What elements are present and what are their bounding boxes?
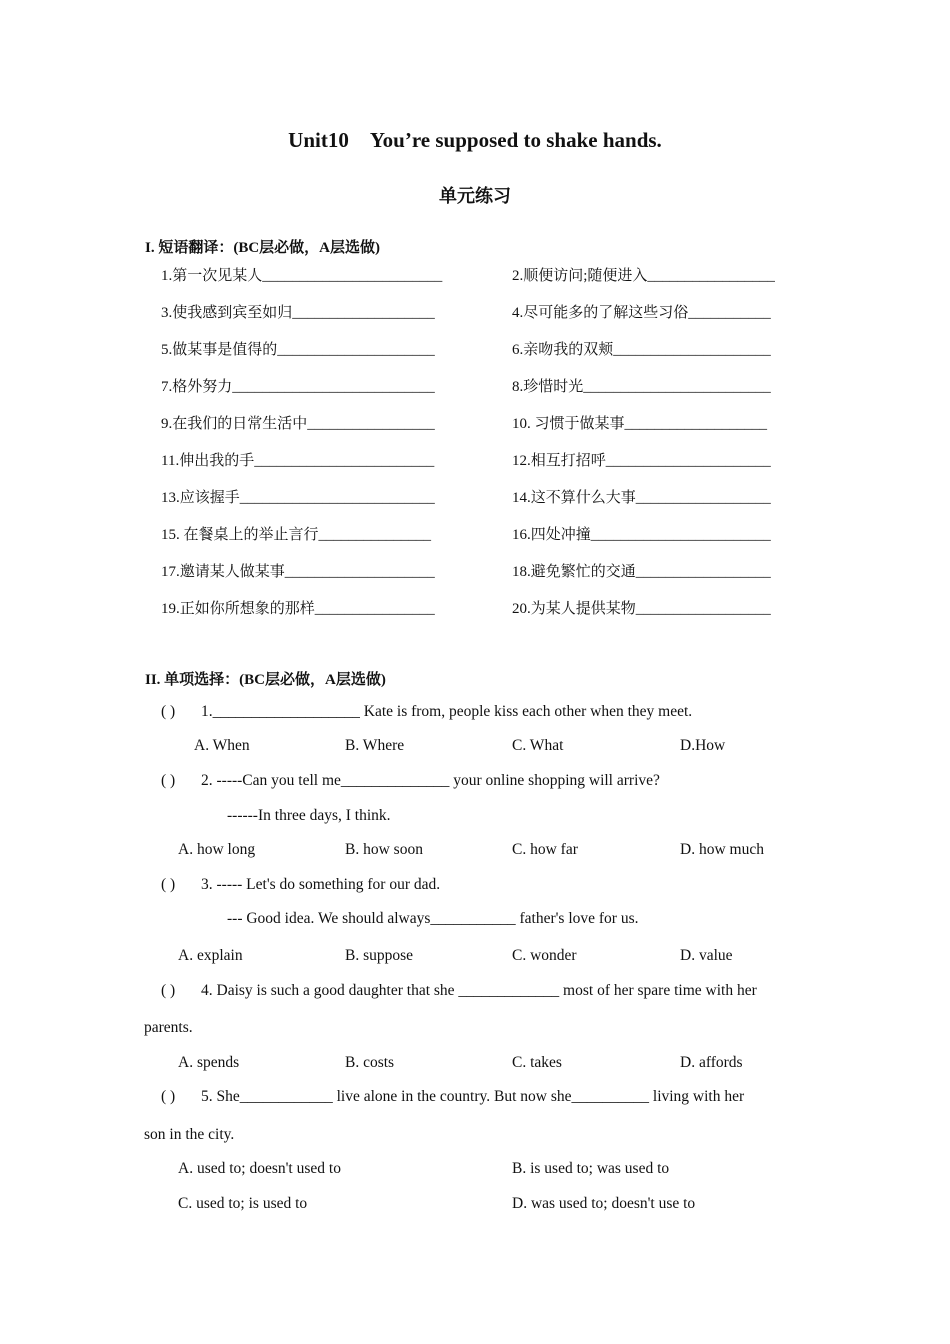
question-stem: 2. -----Can you tell me______________ your online shopping will arrive? bbox=[201, 772, 660, 789]
question-stem-line2: --- Good idea. We should always___________ father's love for us. bbox=[227, 910, 639, 927]
option: B. how soon bbox=[345, 841, 423, 858]
phrase-item: 16.四处冲撞________________________ bbox=[512, 527, 771, 543]
option: D. value bbox=[680, 947, 733, 964]
option: C. how far bbox=[512, 841, 578, 858]
answer-paren: ( ) bbox=[161, 876, 176, 893]
option: C. What bbox=[512, 737, 564, 754]
option: D. affords bbox=[680, 1054, 743, 1071]
phrase-item: 17.邀请某人做某事____________________ bbox=[161, 564, 435, 580]
section1-heading: I. 短语翻译：(BC层必做，A层选做) bbox=[145, 240, 380, 256]
question-stem: 3. ----- Let's do something for our dad. bbox=[201, 876, 441, 893]
phrase-item: 1.第一次见某人________________________ bbox=[161, 268, 443, 284]
phrase-item: 4.尽可能多的了解这些习俗___________ bbox=[512, 305, 771, 321]
phrase-item: 20.为某人提供某物__________________ bbox=[512, 601, 771, 617]
option: C. takes bbox=[512, 1054, 562, 1071]
question-stem: 1.___________________ Kate is from, people kiss each other when they meet. bbox=[201, 703, 693, 720]
option: B. costs bbox=[345, 1054, 395, 1071]
option: A. When bbox=[194, 737, 250, 754]
phrase-item: 7.格外努力___________________________ bbox=[161, 379, 435, 395]
phrase-item: 2.顺便访问;随便进入_________________ bbox=[512, 268, 775, 284]
answer-paren: ( ) bbox=[161, 1088, 176, 1105]
option: C. wonder bbox=[512, 947, 577, 964]
question-stem: 5. She____________ live alone in the country. But now she__________ living with her bbox=[201, 1088, 745, 1105]
option: C. used to; is used to bbox=[178, 1195, 308, 1212]
page-subtitle: 单元练习 bbox=[439, 186, 511, 207]
phrase-item: 18.避免繁忙的交通__________________ bbox=[512, 564, 771, 580]
phrase-item: 15. 在餐桌上的举止言行_______________ bbox=[161, 527, 432, 543]
phrase-item: 10. 习惯于做某事___________________ bbox=[512, 416, 768, 432]
phrase-item: 12.相互打招呼______________________ bbox=[512, 453, 771, 469]
option: D.How bbox=[680, 737, 726, 754]
option: B. suppose bbox=[345, 947, 414, 964]
page-title: Unit10 You’re supposed to shake hands. bbox=[288, 128, 662, 152]
phrase-item: 13.应该握手__________________________ bbox=[161, 490, 435, 506]
option: D. was used to; doesn't use to bbox=[512, 1195, 696, 1212]
question-stem-line2: son in the city. bbox=[144, 1126, 235, 1143]
answer-paren: ( ) bbox=[161, 982, 176, 999]
option: D. how much bbox=[680, 841, 764, 858]
option: A. explain bbox=[178, 947, 243, 964]
phrase-item: 9.在我们的日常生活中_________________ bbox=[161, 416, 435, 432]
answer-paren: ( ) bbox=[161, 703, 176, 720]
option: A. used to; doesn't used to bbox=[178, 1160, 341, 1177]
option: A. how long bbox=[178, 841, 256, 858]
question-stem-line2: ------In three days, I think. bbox=[227, 807, 391, 824]
answer-paren: ( ) bbox=[161, 772, 176, 789]
phrase-item: 8.珍惜时光_________________________ bbox=[512, 379, 771, 395]
phrase-item: 5.做某事是值得的_____________________ bbox=[161, 342, 435, 358]
question-stem-line2: parents. bbox=[144, 1019, 193, 1036]
phrase-item: 14.这不算什么大事__________________ bbox=[512, 490, 771, 506]
option: A. spends bbox=[178, 1054, 240, 1071]
phrase-item: 3.使我感到宾至如归___________________ bbox=[161, 305, 435, 321]
option: B. Where bbox=[345, 737, 405, 754]
question-stem: 4. Daisy is such a good daughter that she _____________ most of her spare time with her bbox=[201, 982, 757, 999]
option: B. is used to; was used to bbox=[512, 1160, 670, 1177]
section2-heading: II. 单项选择：(BC层必做，A层选做) bbox=[145, 672, 386, 688]
phrase-item: 19.正如你所想象的那样________________ bbox=[161, 601, 435, 617]
phrase-item: 6.亲吻我的双颊_____________________ bbox=[512, 342, 771, 358]
phrase-item: 11.伸出我的手________________________ bbox=[161, 453, 435, 469]
